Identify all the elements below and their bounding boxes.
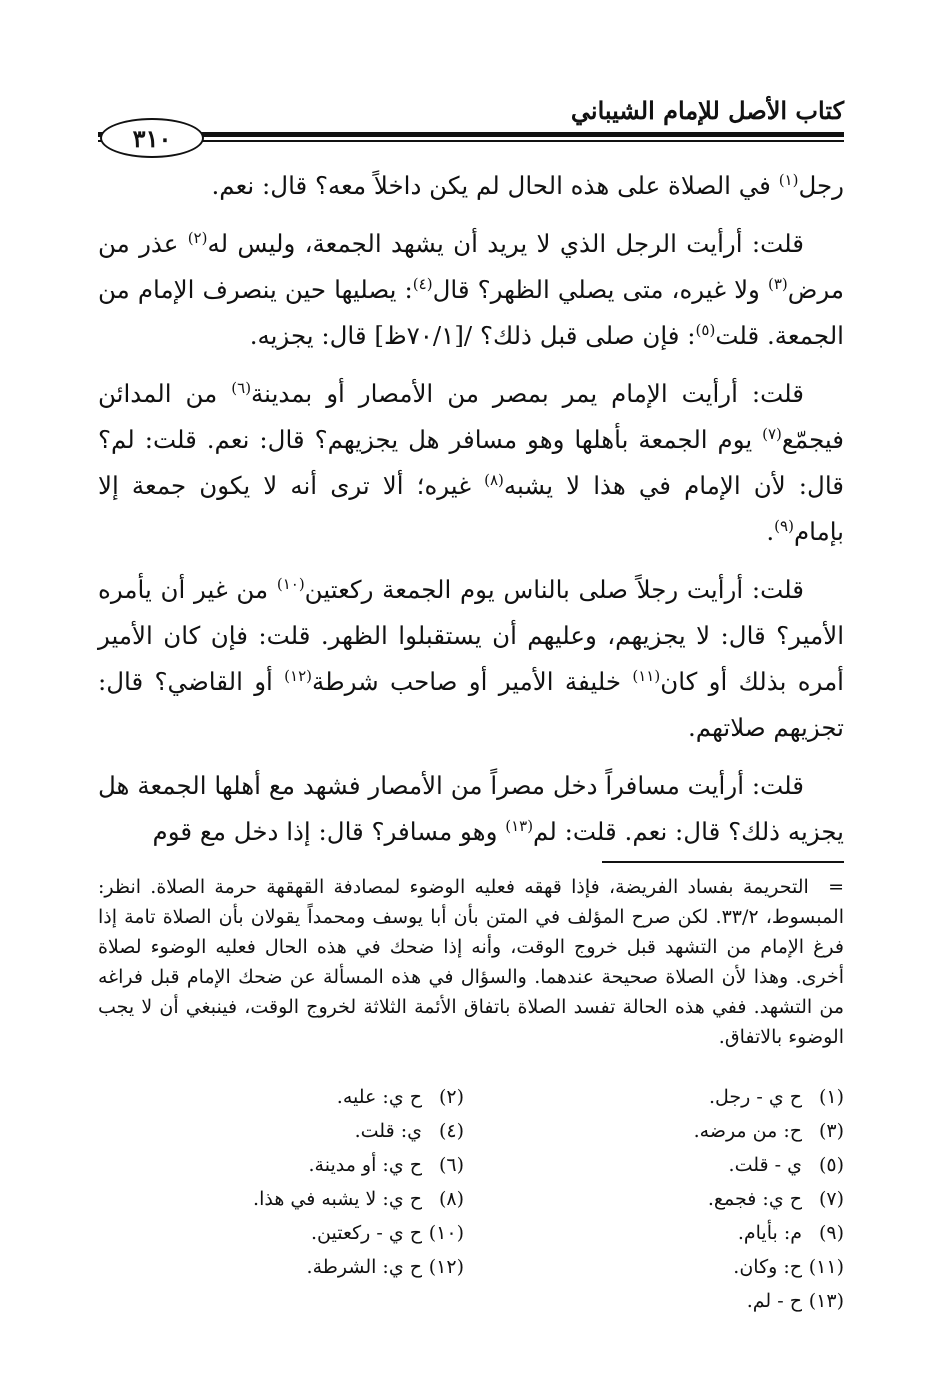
text-run: : فإن صلى قبل ذلك؟ /[٧٠/١ظ] قال: يجزيه. [249,321,696,350]
text-run: من المدائن فيجمّع [98,379,844,454]
footnote-text: ح ي: الشرطة. [306,1256,422,1278]
footnote-number: (١١) [808,1256,844,1278]
page-number-text: ٣١٠ [132,123,172,153]
footnote-ref[interactable]: (٨) [484,470,504,489]
continuation-text: التحريمة بفساد الفريضة، فإذا قهقه فعليه الوضوء لمصادفة القهقهة حرمة الصلاة. انظر: المبسوط، ٣٣/٢. لكن صرح المؤلف في المتن بأن أبا يوسف ومحمداً يقولان بأن الصلاة تامة إذا فرغ الإمام من التشهد قبل خروج الوقت، وأنه إذا ضحك في هذه الحال فعليه الوضوء لصلاة أخرى. وهذا لأن الصلاة صحيحة عندهما. والسؤال في هذه المسألة عن ضحك الإمام قبل فراغه من التشهد. ففي هذه الحالة تفسد الصلاة باتفاق الأئمة الثلاثة لخروج الوقت، فينبغي أن لا يجب الوضوء بالاتفاق. [98,876,844,1048]
footnote-item [84,1148,464,1182]
footnote-text: ح: وكان. [733,1256,802,1278]
footnote-number: (١٠) [428,1222,464,1244]
footnote-text: ح ي: عليه. [336,1086,422,1108]
footnote-ref[interactable]: (٣) [767,274,788,293]
text-run: أو القاضي؟ قال: تجزيهم صلاتهم. [98,667,844,742]
text-run: قلت: أرأيت مسافراً دخل مصراً من الأمصار فشهد مع أهلها الجمعة هل يجزيه ذلك؟ قال: نعم. قلت: لم [98,771,844,846]
footnote-item [84,1114,464,1148]
header-rule-thin [98,140,844,142]
text-run: يوم الجمعة بأهلها وهو مسافر هل يجزيهم؟ قال: نعم. قلت: لم؟ قال: لأن الإمام في هذا لا يشبه [98,425,845,500]
footnote-item [464,1080,844,1114]
footnote-item [84,1080,464,1114]
text-run: عذر من مرض [98,229,844,304]
footnote-row [84,1216,844,1250]
footnote-item [464,1114,844,1148]
footnote-item [464,1284,844,1318]
footnote-row [84,1148,844,1182]
footnote-ref[interactable]: (٥) [695,320,716,339]
footnote-continuation [98,872,844,1052]
running-header-title: كتاب الأصل للإمام الشيباني [570,96,844,125]
page-number [100,118,204,158]
footnote-text: م: بأيام. [737,1222,802,1244]
footnote-item [464,1250,844,1284]
footnote-ref[interactable]: (٧) [762,424,782,443]
footnote-row [84,1284,844,1318]
text-run: في الصلاة على هذه الحال لم يكن داخلاً معه؟ قال: نعم. [211,171,779,200]
footnote-ref[interactable]: (١٢) [284,666,313,685]
footnote-number: (٥) [818,1154,844,1176]
footnote-text: ح ي: أو مدينة. [308,1154,422,1176]
footnote-number: (٦) [438,1154,464,1176]
footnote-text: ح: من مرضه. [693,1120,802,1142]
footnote-ref[interactable]: (١١) [632,666,661,685]
text-run: من غير أن يأمره الأمير؟ قال: لا يجزيهم، وعليهم أن يستقبلوا الظهر. قلت: فإن كان الأمير أمره بذلك أو كان [98,575,844,696]
text-run: قلت: أرأيت الرجل الذي لا يريد أن يشهد الجمعة، وليس له [207,229,804,258]
footnote-ref[interactable]: (٩) [774,516,794,535]
footnote-number: (١٢) [428,1256,464,1278]
footnote-ref[interactable]: (٤) [412,274,433,293]
footnote-separator [602,861,844,863]
text-run: رجل [798,171,844,200]
footnote-item [464,1182,844,1216]
footnote-ref[interactable]: (١) [778,170,799,189]
footnote-row [84,1182,844,1216]
text-run: قلت: أرأيت رجلاً صلى بالناس يوم الجمعة ركعتين [304,575,805,604]
footnote-row [84,1080,844,1114]
paragraph [98,221,844,359]
footnote-ref[interactable]: (٢) [187,228,208,247]
footnote-item [464,1216,844,1250]
footnote-number: (٤) [438,1120,464,1142]
footnote-number: (٢) [438,1086,464,1108]
text-run: وهو مسافر؟ قال: إذا دخل مع قوم [152,817,506,846]
paragraph [98,163,844,209]
footnote-item [84,1250,464,1284]
footnote-text: ح ي: فجمع. [707,1188,802,1210]
footnote-row [84,1250,844,1284]
text-run: ولا غيره، متى يصلي الظهر؟ قال [432,275,768,304]
footnote-number: (١) [818,1086,844,1108]
footnote-text: ح - لم. [746,1290,802,1312]
paragraph [98,371,844,555]
footnote-text: ي: قلت. [354,1120,422,1142]
text-run: . [766,517,775,546]
continuation-mark: = [828,876,844,898]
paragraph [98,763,844,855]
footnote-item [84,1182,464,1216]
footnote-row [84,1114,844,1148]
footnote-item [84,1216,464,1250]
main-text [98,163,844,867]
text-run: : يصليها حين ينصرف الإمام من الجمعة. قلت [98,275,844,350]
footnote-number: (٣) [818,1120,844,1142]
footnote-text: ح ي - ركعتين. [310,1222,422,1244]
footnote-text: ي - قلت. [728,1154,802,1176]
footnote-text: ح ي - رجل. [708,1086,802,1108]
footnote-item [464,1148,844,1182]
header-rule-thick [98,132,844,137]
footnote-ref[interactable]: (١٣) [505,816,534,835]
paragraph [98,567,844,751]
footnote-text: ح ي: لا يشبه في هذا. [253,1188,422,1210]
footnote-ref[interactable]: (١٠) [276,574,305,593]
text-run: قلت: أرأيت الإمام يمر بمصر من الأمصار أو بمدينة [251,379,804,408]
footnote-number: (١٣) [808,1290,844,1312]
footnote-number: (٨) [438,1188,464,1210]
text-run: خليفة الأمير أو صاحب شرطة [312,667,633,696]
footnote-number: (٩) [818,1222,844,1244]
footnote-ref[interactable]: (٦) [231,378,252,397]
footnote-list [84,1080,844,1318]
text-run: غيره؛ ألا ترى أنه لا يكون جمعة إلا بإمام [98,471,844,546]
footnote-number: (٧) [818,1188,844,1210]
